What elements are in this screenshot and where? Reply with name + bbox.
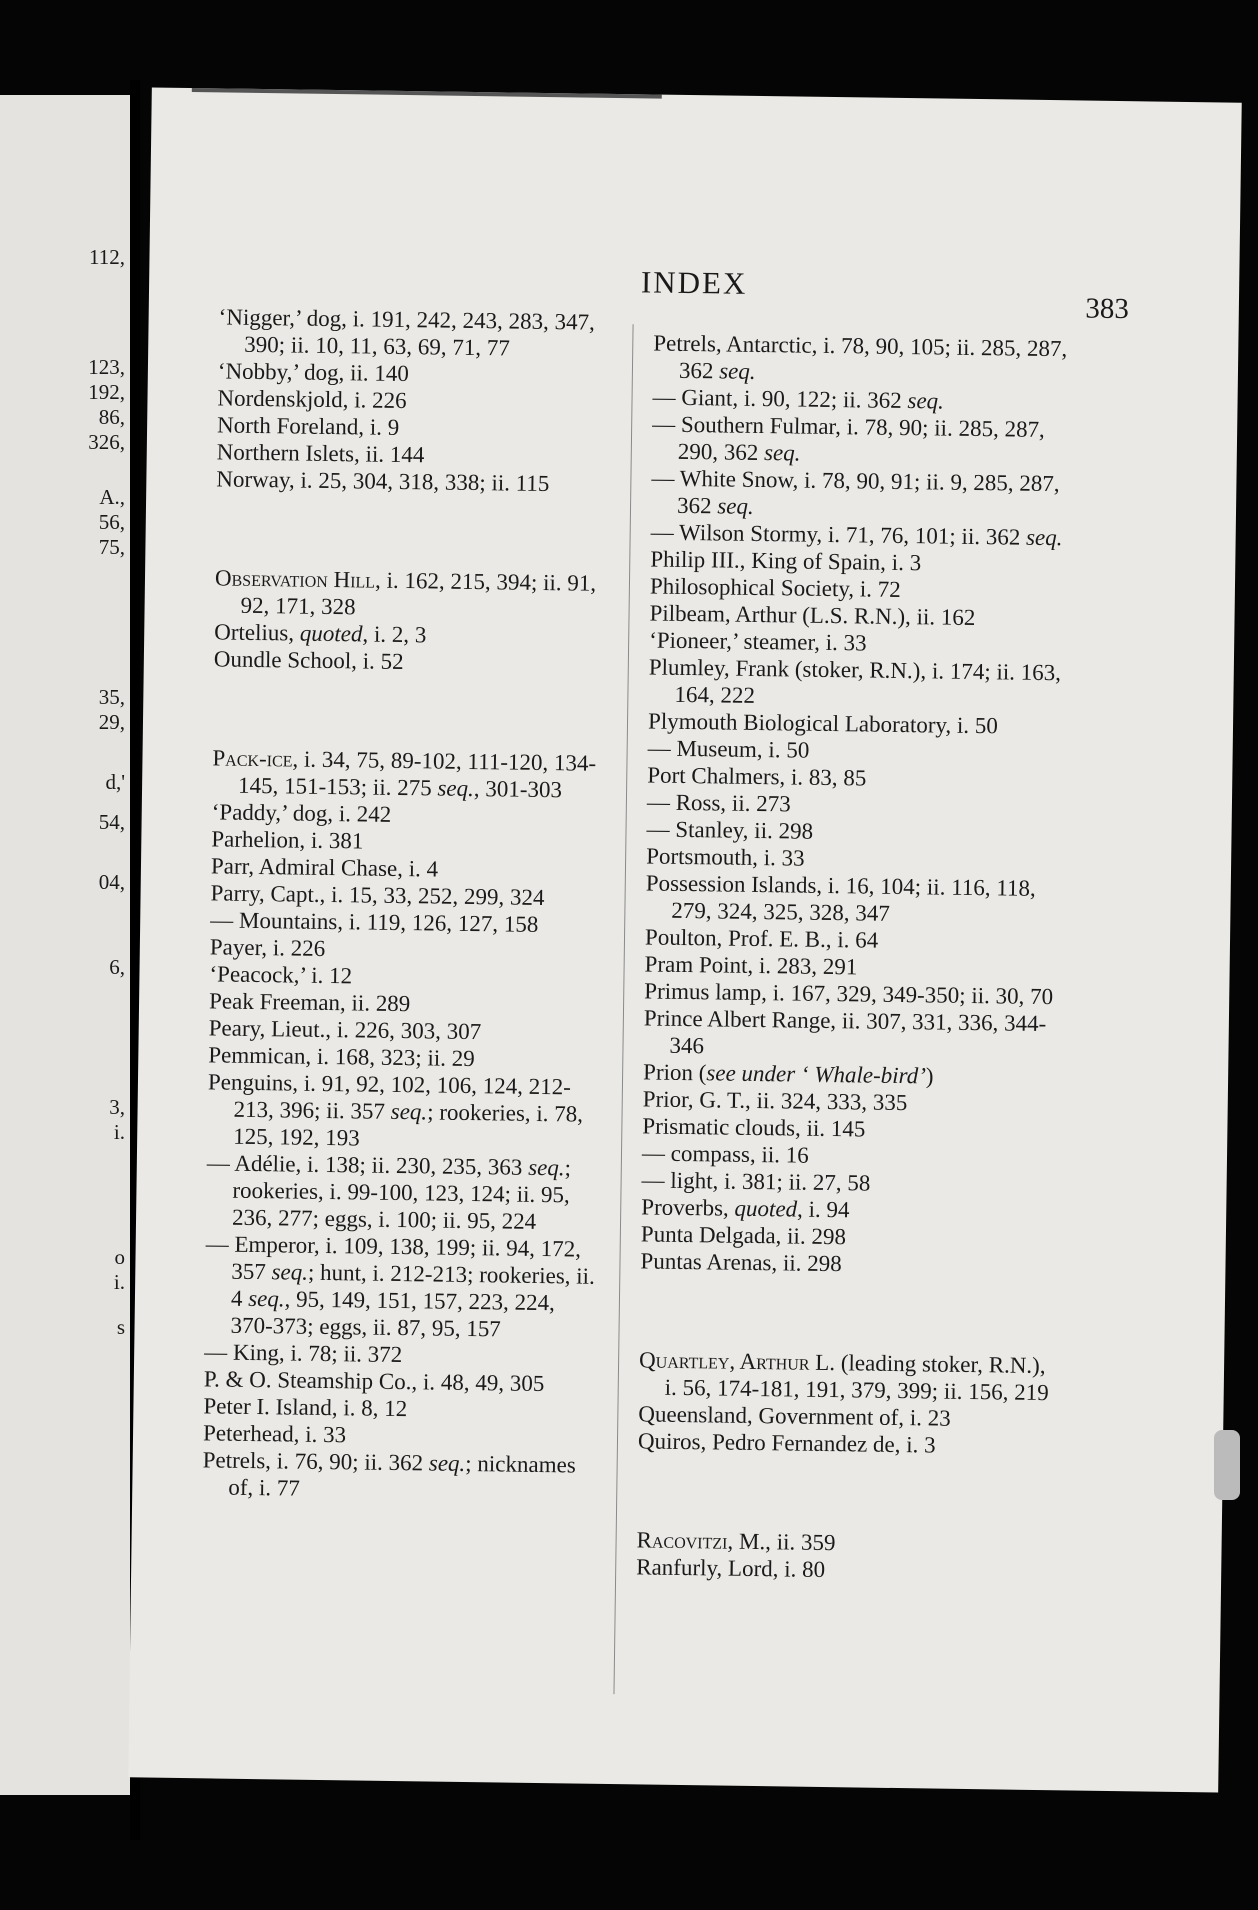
entry-text: Proverbs, xyxy=(641,1194,735,1221)
entry-refs: i. 34, 75, 89-102, 111-120, 134-145, 151-153; ii. 275 xyxy=(237,746,597,801)
left-entry: ‘Paddy,’ dog, i. 242 xyxy=(211,799,392,827)
left-page-fragment: 54, xyxy=(98,810,125,834)
right-entry: Quiros, Pedro Fernandez de, i. 3 xyxy=(637,1428,936,1458)
left-page-fragment: 123, xyxy=(88,355,125,379)
left-entry: P. & O. Steamship Co., i. 48, 49, 305 xyxy=(203,1366,545,1397)
right-entry: Philip III., King of Spain, i. 3 xyxy=(650,546,922,576)
left-entry xyxy=(214,564,605,623)
entry-refs: (leading stoker, R.N.), i. 56, 174-181, 191, 379, 399; ii. 156, 219 xyxy=(664,1350,1049,1406)
entry-text: Petrels, Antarctic, i. 78, 90, 105; ii. 285, 287, 362 xyxy=(653,330,1068,384)
entry-italic: seq. xyxy=(437,775,475,802)
entry-text: , i. 2, 3 xyxy=(362,621,427,648)
left-entry: Parry, Capt., i. 15, 33, 252, 299, 324 xyxy=(210,880,545,911)
right-entry: Plumley, Frank (stoker, R.N.), i. 174; ii. 163, 164, 222 xyxy=(648,654,1062,708)
left-entry: ‘Nobby,’ dog, ii. 140 xyxy=(217,358,410,387)
left-entry: ‘Peacock,’ i. 12 xyxy=(209,961,353,989)
entry-text: — Giant, i. 90, 122; ii. 362 xyxy=(652,384,908,414)
right-entry: Prismatic clouds, ii. 145 xyxy=(642,1113,866,1142)
entry-italic: seq. xyxy=(907,388,945,414)
left-page-fragment: i. xyxy=(113,1270,125,1294)
right-entry: Ranfurly, Lord, i. 80 xyxy=(636,1554,826,1583)
entry-text: — Adélie, i. 138; ii. 230, 235, 363 xyxy=(206,1150,529,1180)
left-entry: Peterhead, i. 33 xyxy=(202,1420,347,1448)
right-entry xyxy=(651,464,1072,524)
index-column-left xyxy=(202,303,609,1505)
left-page-fragment: 86, xyxy=(98,405,125,429)
left-entry: Peter I. Island, i. 8, 12 xyxy=(203,1393,408,1422)
left-entry: Payer, i. 226 xyxy=(209,934,326,961)
right-entry: Primus lamp, i. 167, 329, 349-350; ii. 30, 70 xyxy=(644,978,1054,1010)
right-entry: Portsmouth, i. 33 xyxy=(645,843,805,871)
left-entry: Peak Freeman, ii. 289 xyxy=(208,988,411,1017)
entry-text: , i. 94 xyxy=(796,1196,850,1223)
binder-clip xyxy=(1214,1430,1240,1500)
entry-heading: Quartley, Arthur L. xyxy=(638,1347,836,1376)
entry-text: Petrels, i. 76, 90; ii. 362 xyxy=(202,1447,430,1476)
right-entry: Possession Islands, i. 16, 104; ii. 116, 118, 279, 324, 325, 328, 347 xyxy=(645,870,1036,926)
entry-text: ; hunt, i. 212-213; rookeries, ii. 4 xyxy=(230,1259,595,1311)
left-entry: — Mountains, i. 119, 126, 127, 158 xyxy=(210,907,539,937)
entry-text: ; rookeries, i. 99-100, 123, 124; ii. 95, 236, 277; eggs, i. 100; ii. 95, 224 xyxy=(231,1155,572,1234)
left-page-fragment: 326, xyxy=(88,430,125,454)
right-entry xyxy=(652,410,1073,470)
left-entry: — King, i. 78; ii. 372 xyxy=(204,1339,403,1368)
right-entry: Port Chalmers, i. 83, 85 xyxy=(647,762,867,791)
right-entry xyxy=(639,1346,1060,1406)
right-entry: — Museum, i. 50 xyxy=(647,735,810,763)
entry-refs: dog, i. 191, 242, 243, 283, 347, 390; ii. 10, 11, 63, 69, 71, 77 xyxy=(244,305,595,361)
entry-text: ) xyxy=(925,1063,934,1089)
left-entry: Parhelion, i. 381 xyxy=(211,826,364,854)
left-entry xyxy=(212,744,603,803)
left-page-edge xyxy=(0,95,130,1795)
left-entry: Peary, Lieut., i. 226, 303, 307 xyxy=(208,1015,482,1045)
entry-text: Prion ( xyxy=(642,1059,707,1086)
right-entry xyxy=(653,330,1074,390)
left-page-fragment: i. xyxy=(113,1120,125,1144)
left-entry: Parr, Admiral Chase, i. 4 xyxy=(210,853,439,882)
entry-text: — Wilson Stormy, i. 71, 76, 101; ii. 362 xyxy=(650,519,1027,550)
entry-italic: seq. xyxy=(390,1098,428,1125)
right-entry: — compass, ii. 16 xyxy=(641,1140,809,1168)
left-entry: Nordenskjold, i. 226 xyxy=(217,385,407,414)
right-entry: — Ross, ii. 273 xyxy=(646,789,791,817)
entry-italic: seq. xyxy=(248,1285,285,1312)
entry-text: , 95, 149, 151, 157, 223, 224, 370-373; eggs, ii. 87, 95, 157 xyxy=(230,1286,556,1342)
left-entry xyxy=(204,1230,595,1343)
top-rule xyxy=(192,88,662,99)
left-page-fragment: 35, xyxy=(98,685,125,709)
left-page-fragment: 56, xyxy=(98,510,125,534)
left-entry: Oundle School, i. 52 xyxy=(213,646,404,675)
index-page xyxy=(128,87,1241,1792)
right-entry: — light, i. 381; ii. 27, 58 xyxy=(641,1167,871,1196)
left-entry xyxy=(207,1068,598,1154)
entry-text: — White Snow, i. 78, 90, 91; ii. 9, 285, 287, 362 xyxy=(651,465,1060,519)
entry-heading: ‘Nigger,’ xyxy=(218,304,302,331)
left-page-fragment: A., xyxy=(99,485,125,509)
entry-refs: i. 162, 215, 394; ii. 91, 92, 171, 328 xyxy=(240,567,597,620)
right-entry: Puntas Arenas, ii. 298 xyxy=(640,1248,842,1277)
left-page-fragment: d,' xyxy=(105,770,125,794)
entry-italic: seq. xyxy=(717,493,754,519)
entry-text: ; nicknames of, i. 77 xyxy=(228,1450,576,1501)
right-entry: Prior, G. T., ii. 324, 333, 335 xyxy=(642,1086,908,1116)
entry-italic: seq. xyxy=(1025,524,1063,551)
right-entry: — Stanley, ii. 298 xyxy=(646,816,814,844)
page-number: 383 xyxy=(1085,292,1130,326)
entry-italic: seq. xyxy=(271,1259,309,1285)
left-page-fragment: 3, xyxy=(109,1095,125,1119)
left-entry xyxy=(202,1446,593,1505)
entry-text: — Emperor, i. 109, 138, 199; ii. 94, 172, 357 xyxy=(205,1231,582,1285)
index-column-right xyxy=(636,330,1073,1587)
left-page-fragment: 75, xyxy=(98,535,125,559)
entry-heading: Observation Hill, xyxy=(214,565,381,593)
entry-text: — Southern Fulmar, i. 78, 90; ii. 285, 287, 290, 362 xyxy=(652,411,1045,466)
entry-heading: Racovitzi, M., xyxy=(636,1527,772,1555)
left-entry: Norway, i. 25, 304, 318, 338; ii. 115 xyxy=(216,466,550,497)
entry-text: Ortelius, xyxy=(214,619,301,646)
left-entry: Northern Islets, ii. 144 xyxy=(216,439,425,468)
right-entry: Pilbeam, Arthur (L.S. R.N.), ii. 162 xyxy=(649,600,976,631)
column-divider xyxy=(613,324,633,1694)
right-entry: Plymouth Biological Laboratory, i. 50 xyxy=(647,708,999,739)
right-entry: ‘Pioneer,’ steamer, i. 33 xyxy=(649,627,867,656)
entry-text: ; rookeries, i. 78, 125, 192, 193 xyxy=(233,1099,584,1151)
left-entry xyxy=(206,1149,597,1235)
left-page-fragment: 6, xyxy=(109,955,125,979)
left-entry: North Foreland, i. 9 xyxy=(216,412,400,440)
entry-italic: seq. xyxy=(763,440,801,466)
entry-italic: quoted xyxy=(299,620,363,647)
right-entry: Queensland, Government of, i. 23 xyxy=(638,1401,951,1431)
right-entry: Punta Delgada, ii. 298 xyxy=(640,1221,847,1250)
entry-heading: Pack-ice, xyxy=(212,745,299,772)
entry-refs: ii. 359 xyxy=(770,1529,836,1556)
left-entry xyxy=(218,303,609,362)
entry-italic: seq. xyxy=(719,358,756,384)
left-page-fragment: 04, xyxy=(98,870,125,894)
page-title: INDEX xyxy=(640,264,748,301)
right-entry: Pram Point, i. 283, 291 xyxy=(644,951,858,980)
entry-text: Penguins, i. 91, 92, 102, 106, 124, 212-213, 396; ii. 357 xyxy=(207,1069,572,1124)
right-entry: Poulton, Prof. E. B., i. 64 xyxy=(644,924,879,953)
left-page-fragment: 112, xyxy=(89,245,125,269)
entry-italic: quoted xyxy=(734,1195,798,1222)
left-page-fragment: 192, xyxy=(88,380,125,404)
entry-refs: , 301-303 xyxy=(473,776,563,803)
right-entry: Philosophical Society, i. 72 xyxy=(649,573,901,602)
left-page-fragment: o xyxy=(114,1245,125,1269)
left-page-fragment: s xyxy=(116,1315,125,1339)
left-entry: Pemmican, i. 168, 323; ii. 29 xyxy=(208,1042,475,1072)
entry-italic: seq. xyxy=(527,1154,565,1181)
entry-italic: see under ‘ Whale-bird’ xyxy=(706,1060,927,1089)
entry-italic: seq. xyxy=(428,1450,466,1476)
left-page-fragment: 29, xyxy=(98,710,125,734)
right-entry: Prince Albert Range, ii. 307, 331, 336, 344-346 xyxy=(643,1005,1047,1059)
